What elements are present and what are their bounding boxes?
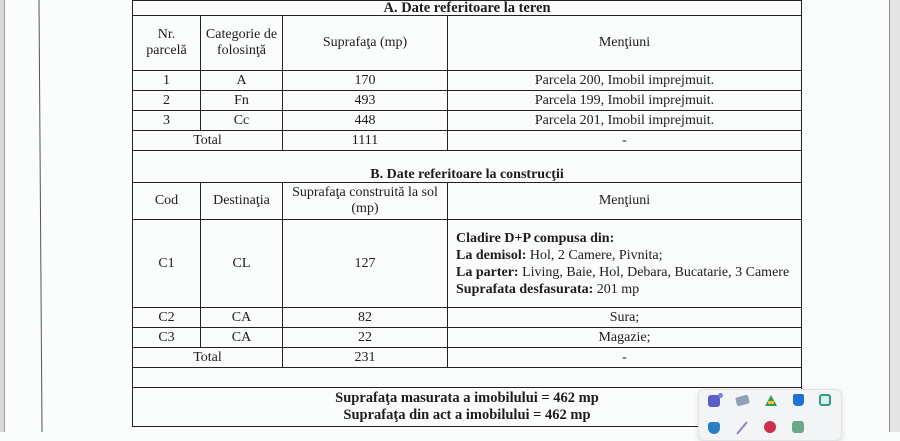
c1-demisol-text: Hol, 2 Camere, Pivnita; <box>526 247 663 263</box>
total-suprafata: 231 <box>283 348 448 368</box>
page-left-edge <box>0 0 5 432</box>
section-b-header-row <box>133 183 802 220</box>
cell-suprafata: 170 <box>283 71 448 91</box>
header-mentiuni-b: Menţiuni <box>448 183 802 220</box>
suprafata-din-act: Suprafaţa din act a imobilului = 462 mp <box>343 407 591 423</box>
cell-suprafata: 448 <box>283 111 448 131</box>
cell-nr: 1 <box>133 71 201 91</box>
margin-line <box>38 0 42 432</box>
c1-demisol-label: La demisol: <box>456 247 527 263</box>
table-row <box>133 308 802 328</box>
spacer-cell <box>133 368 802 388</box>
cell-categorie: Cc <box>201 111 283 131</box>
cell-mentiuni-c1 <box>448 220 802 308</box>
window-right-edge <box>889 0 900 432</box>
document-tables <box>132 0 801 427</box>
snipping-tool-icon[interactable] <box>819 394 831 406</box>
header-mentiuni: Menţiuni <box>448 16 802 71</box>
cell-destinatia: CA <box>201 328 283 348</box>
total-row-a <box>133 131 802 151</box>
cell-suprafata: 127 <box>283 220 448 308</box>
cell-mentiuni: Sura; <box>448 308 802 328</box>
table-row <box>133 71 802 91</box>
cell-suprafata: 22 <box>283 328 448 348</box>
c1-description-title: Cladire D+P compusa din: <box>456 230 615 246</box>
defender-icon[interactable] <box>708 422 720 434</box>
spacer-cell <box>133 151 802 169</box>
cell-categorie: A <box>201 71 283 91</box>
header-destinatia: Destinaţia <box>201 183 283 220</box>
c1-parter-text: Living, Baie, Hol, Debara, Bucatarie, 3 Camere <box>518 264 790 280</box>
summary-spacer <box>133 368 802 388</box>
header-cod: Cod <box>133 183 201 220</box>
table-row <box>133 111 802 131</box>
header-suprafata-construita: Suprafaţa construită la sol (mp) <box>283 183 448 220</box>
antivirus-icon[interactable] <box>764 421 776 433</box>
cell-mentiuni: Magazie; <box>448 328 802 348</box>
table-row <box>133 220 802 308</box>
cell-cod: C2 <box>133 308 201 328</box>
c1-desfasurata-text: 201 mp <box>593 281 640 297</box>
section-spacer <box>133 151 802 169</box>
total-label: Total <box>133 131 283 151</box>
cell-nr: 3 <box>133 111 201 131</box>
tray-overflow-popup <box>698 389 842 441</box>
c1-desfasurata-label: Suprafata desfasurata: <box>456 281 594 297</box>
header-suprafata: Suprafaţa (mp) <box>283 16 448 71</box>
cell-suprafata: 493 <box>283 91 448 111</box>
cell-suprafata: 82 <box>283 308 448 328</box>
suprafata-masurata: Suprafaţa masurata a imobilului = 462 mp <box>335 390 599 406</box>
total-suprafata: 1111 <box>283 131 448 151</box>
scanner-icon[interactable] <box>735 394 750 406</box>
cell-mentiuni: Parcela 201, Imobil imprejmuit. <box>448 111 802 131</box>
table-row <box>133 91 802 111</box>
cell-nr: 2 <box>133 91 201 111</box>
cell-cod: C1 <box>133 220 201 308</box>
cell-categorie: Fn <box>201 91 283 111</box>
cell-mentiuni: Parcela 200, Imobil imprejmuit. <box>448 71 802 91</box>
section-a-header-row <box>133 16 802 71</box>
google-drive-icon[interactable] <box>765 395 777 406</box>
total-label: Total <box>133 348 283 368</box>
cell-destinatia: CA <box>201 308 283 328</box>
table-row <box>133 328 802 348</box>
onedrive-pc-icon[interactable] <box>793 394 804 406</box>
total-row-b <box>133 348 802 368</box>
section-b-title: B. Date referitoare la construcţii <box>133 168 802 183</box>
network-icon[interactable] <box>792 421 804 433</box>
header-categorie: Categorie de folosinţă <box>201 16 283 71</box>
section-b-title-row <box>133 168 802 183</box>
section-a-title-row <box>133 1 802 16</box>
teams-icon[interactable] <box>708 395 720 407</box>
cell-destinatia: CL <box>201 220 283 308</box>
section-a-title: A. Date referitoare la teren <box>133 1 802 16</box>
header-nr-parcela: Nr. parcelă <box>133 16 201 71</box>
land-and-construction-table <box>132 0 802 427</box>
pen-icon[interactable] <box>736 421 748 435</box>
total-mentiuni: - <box>448 348 802 368</box>
cell-mentiuni: Parcela 199, Imobil imprejmuit. <box>448 91 802 111</box>
c1-parter-label: La parter: <box>456 264 519 280</box>
total-mentiuni: - <box>448 131 802 151</box>
cell-cod: C3 <box>133 328 201 348</box>
